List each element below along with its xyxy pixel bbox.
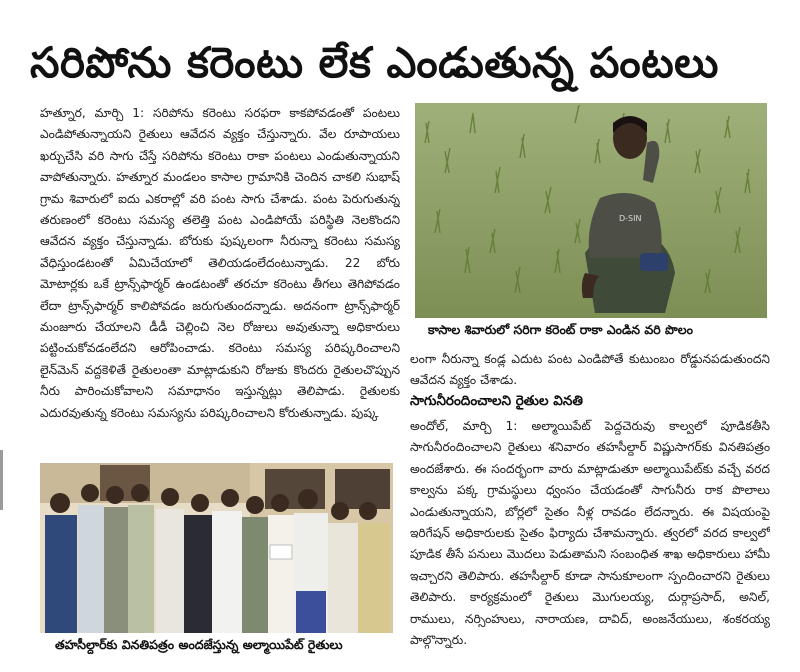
dry-field-photo: [415, 103, 767, 318]
page-edge-mark: [0, 450, 3, 510]
petition-group-photo: [40, 463, 393, 633]
sub-article-headline: సాగునీరందించాలని రైతుల వినతి: [410, 393, 583, 409]
article-body-right-continued: లంగా నీరున్నా కండ్ల ఎదుట పంట ఎండిపోతే కుటుంబం రోడ్డునపడుతుందని ఆవేదన వ్యక్తం చేశాడు.: [410, 352, 770, 388]
field-photo-caption: కాసాల శివారులో సరిగా కరెంట్ రాకా ఎండిన వరి పొలం: [428, 322, 693, 337]
headline: సరిపోను కరెంటు లేక ఎండుతున్న పంటలు: [30, 38, 719, 87]
article-body-left: హత్నూర, మార్చి 1: సరిపోను కరెంటు సరఫరా కాకపోవడంతో పంటలు ఎండిపోతున్నాయని రైతులు ఆవేదన వ్యక్తం చేస్తున్నారు. వేల రూపాయలు ఖర్చుచేసి వరి సాగు చేస్తే సరిపోను కరెంటు రాకా పంటలు ఎండుతున్నాయని వాపోతున్నారు. హత్నూర మండలం కాసాల గ్రామానికి చెందిన చాకలి సుభాష్ గ్రామ శివారులో ఐదు ఎకరాల్లో వరి పంట సాగు చేశాడు. పంట పెరుగుతున్న తరుణంలో కరెంటు సమస్య తలెత్తి పంట ఎండిపోయే పరిస్థితి నెలకొందని ఆవేదన వ్యక్తం చేస్తున్నాడు. బోరుకు పుష్కలంగా నీరున్నా కరెంటు సమస్య వేధిస్తుండటంతో ఏమిచేయాలో తెలియడంలేదంటున్నాడు. 22 బోరు మోటార్లకు ఒకే ట్రాన్స్‌ఫార్మర్ ఉండటంతో తరచూ కరెంటు తీగలు తెగిపోవడం లేదా ట్రాన్స్‌ఫార్మర్ కాలిపోవడం జరుగుతుందన్నాడు. అదనంగా ట్రాన్స్‌ఫార్మర్ మంజూరు చేయాలని డీడీ చెల్లించి నెల రోజులు అవుతున్నా అధికారులు పట్టించుకోవడంలేదని ఆరోపించాడు. కరెంటు సమస్య పరిష్కరించాలని లైన్‌మెన్ వద్దకెళితే రైతులంతా మాట్లాడుకుని రోజుకు కొందరు రైతులచొప్పున నీరు పారించుకోవాలని సమాధానం ఇస్తున్నట్లు తెలిపాడు. రైతులకు ఎదురవుతున్న కరెంటు సమస్యను పరిష్కరించాలని కోరుతున్నాడు. పుష్క: [40, 106, 400, 420]
shirt-text: D-SIN: [619, 214, 642, 223]
group-photo-caption: తహసీల్దార్‌కు వినతిపత్రం అందజేస్తున్న అల్మాయిపేట్ రైతులు: [55, 637, 343, 652]
sub-article-body: అందోల్, మార్చి 1: అల్మాయిపేట్ పెద్దచెరువు కాల్వలో పూడికతీసి సాగునీరందించాలని రైతులు శనివారం తహసీల్దార్ విష్ణుసాగర్‌కు వినతిపత్రం అందజేశారు. ఈ సందర్భంగా వారు మాట్లాడుతూ అల్మాయిపేట్‌కు వచ్చే వరద కాల్వను పక్క గ్రామస్థులు ధ్వంసం చేయడంతో సాగునీరు రాక పొలాలు ఎండుతున్నాయని, బోర్లలో సైతం నీళ్ల రావడం లేదన్నారు. ఈ విషయంపై ఇరిగేషన్ అధికారులకు సైతం ఫిర్యాదు చేశామన్నారు. త్వరలో వరద కాల్వలో పూడిక తీసే పనులు మొదలు పెడుతామని సంబంధిత శాఖ అధికారులు హామీ ఇచ్చారని తెలిపారు. తహసీల్దార్ కూడా సానుకూలంగా స్పందించారని రైతులు తెలిపారు. కార్యక్రమంలో రైతులు మొగులయ్య, దుర్గాప్రసాద్, అనిల్, రాములు, నర్సింహులు, నారాయణ, దావిద్, అంజనేయులు, శంకరయ్య పాల్గొన్నారు.: [410, 419, 770, 648]
